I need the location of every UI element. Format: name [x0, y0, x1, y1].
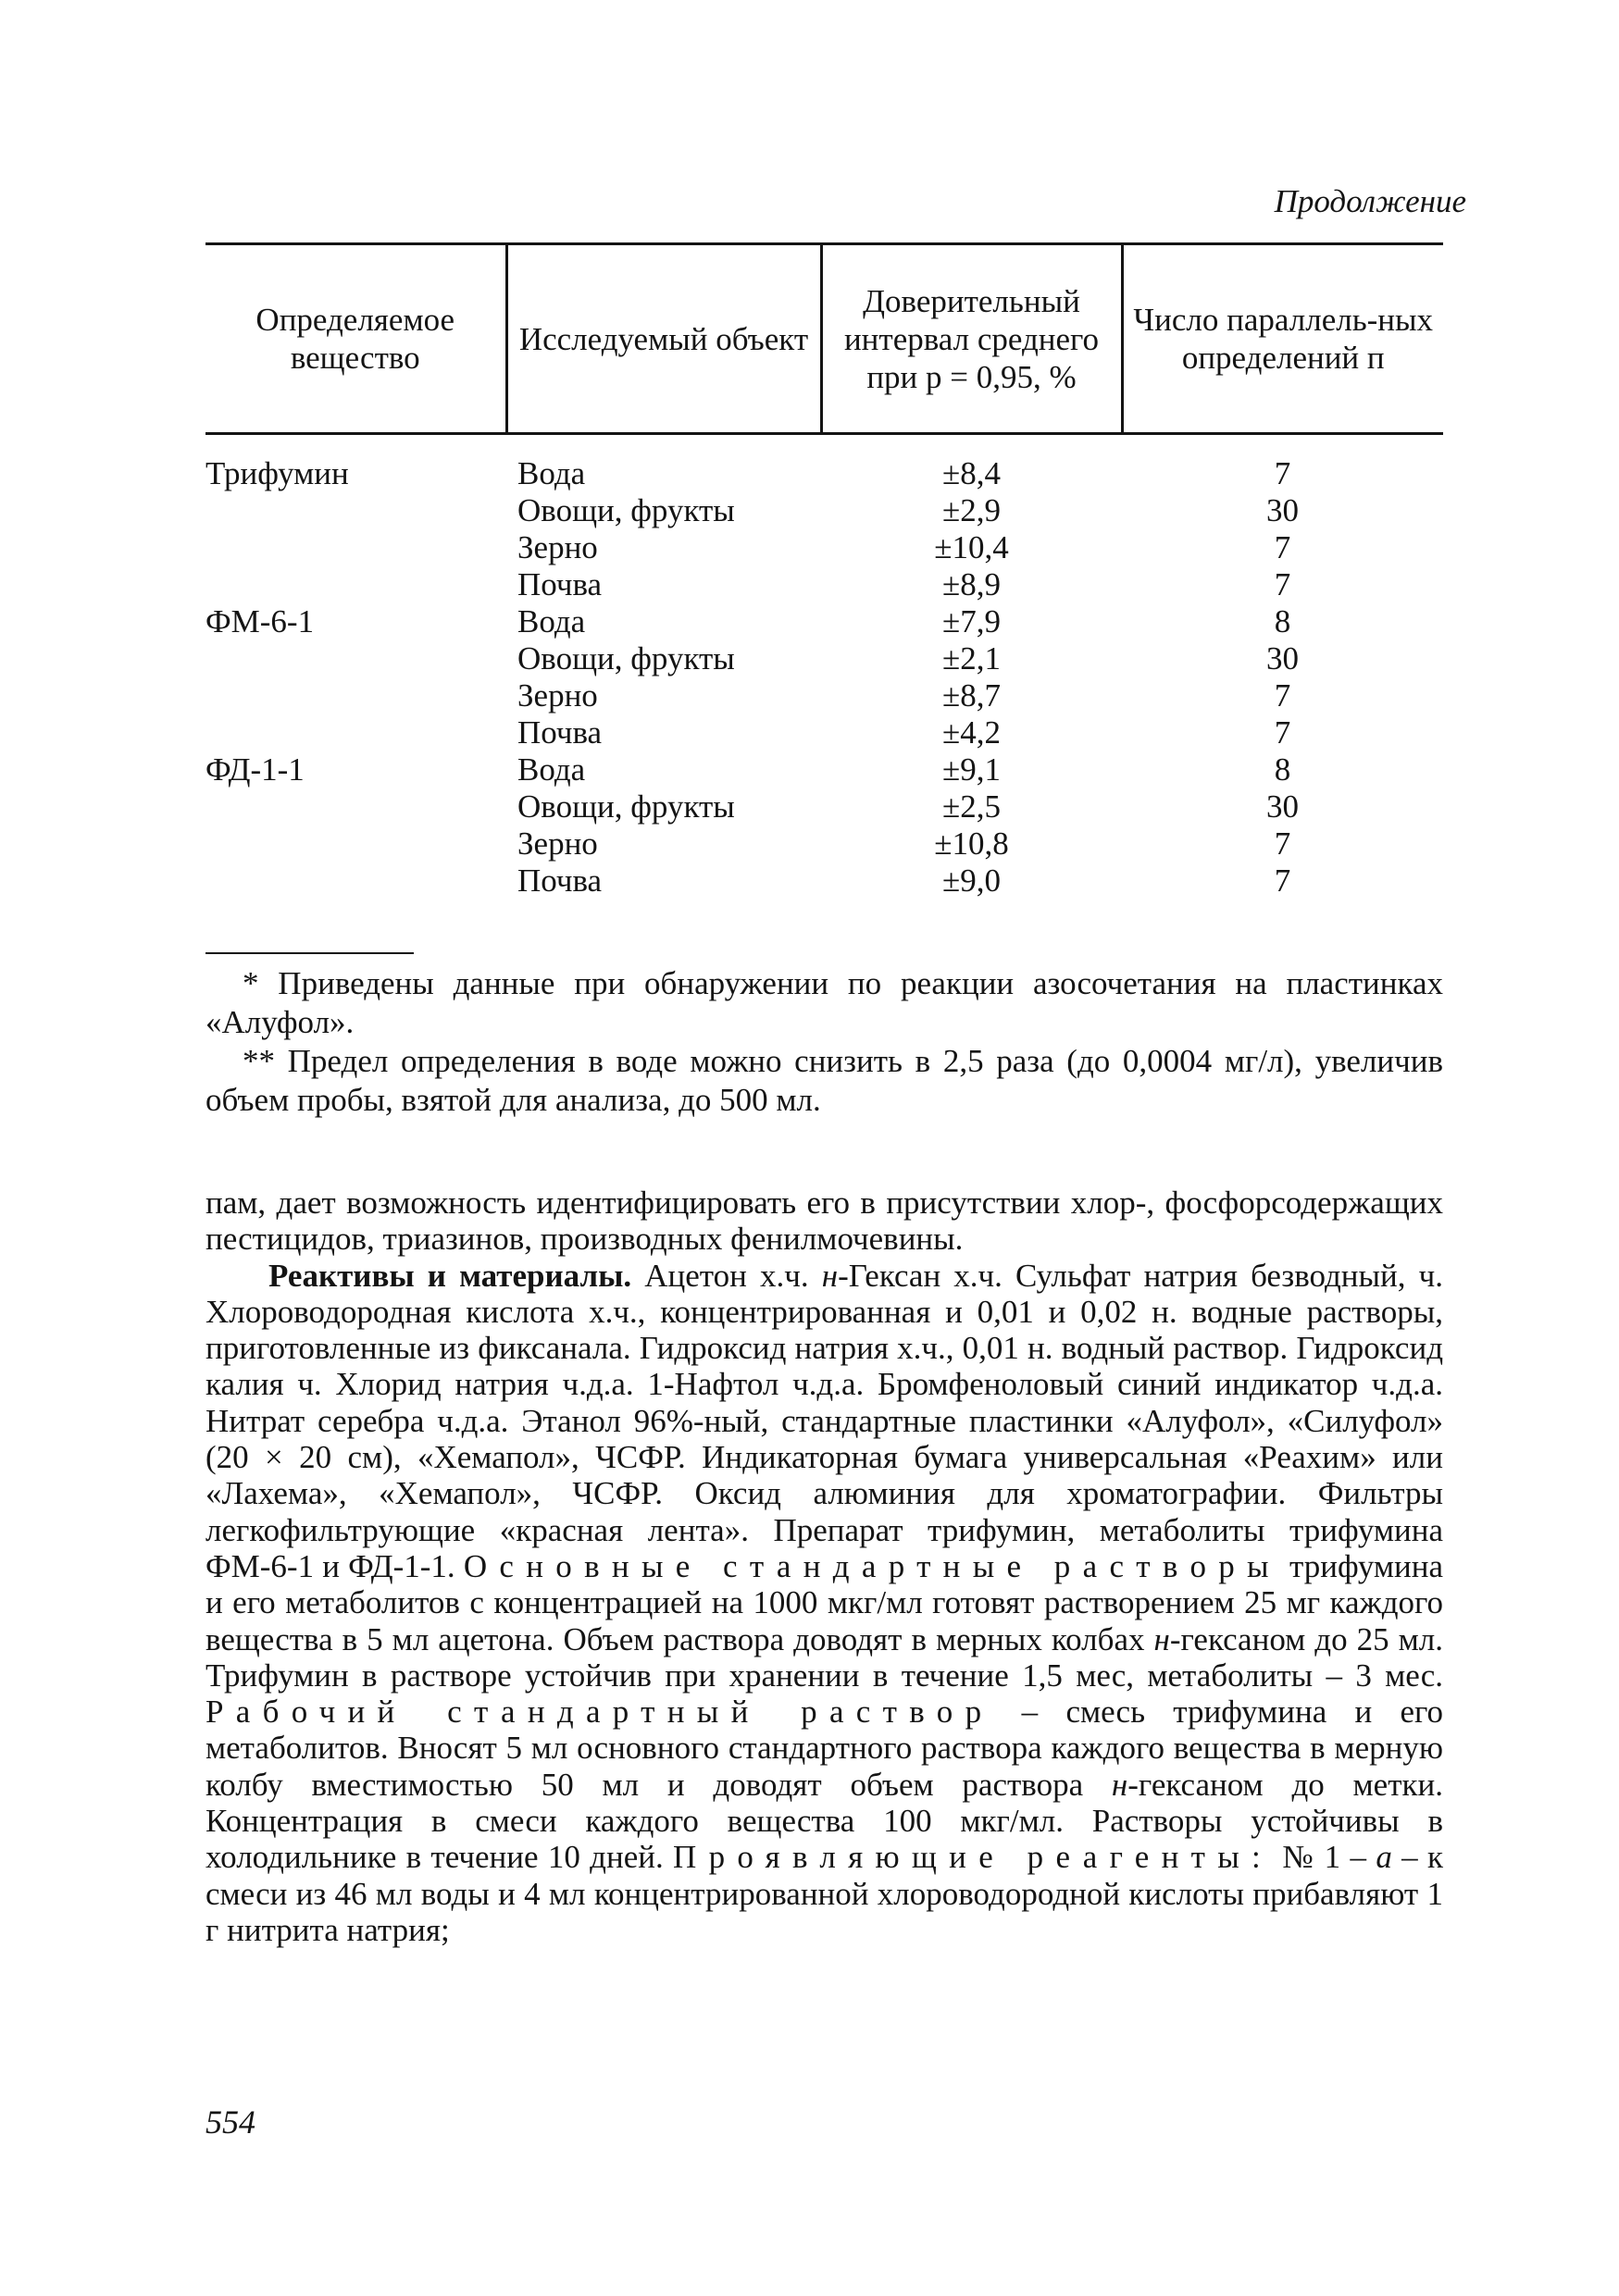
cell-count: 7: [1274, 455, 1291, 491]
cell-interval: ±8,4: [942, 455, 1001, 491]
page-number: 554: [205, 2104, 255, 2141]
cell-object: Зерно: [517, 677, 598, 714]
cell-object: Почва: [517, 863, 603, 899]
cell-substance: [205, 640, 506, 677]
paragraph-intro: пам, дает возможность идентифицировать его в присутствии хлор-, фосфорсодержащих пестицидов, триазинов, производных фенилмочевины.: [205, 1185, 1443, 1258]
cell-substance: [205, 677, 506, 714]
cell-interval: ±8,7: [942, 677, 1001, 714]
cell-interval: ±2,1: [942, 640, 1001, 676]
text-segment: – к смеси из 46 мл воды и 4 мл концентрированной хлороводородной кислоты прибавляют 1 г нитрита натрия;: [205, 1839, 1443, 1948]
header-count: Число параллель-ных определений п: [1122, 244, 1443, 434]
table-row: [205, 566, 1443, 603]
cell-count: 30: [1266, 492, 1299, 528]
table-row: [205, 434, 1443, 493]
table-row: [205, 825, 1443, 863]
table-row: [205, 677, 1443, 714]
spaced-term-working-solution: Рабочий стандартный раствор: [205, 1694, 994, 1731]
header-interval: Доверительный интервал среднего при р = 0,95, %: [821, 244, 1122, 434]
table-row: [205, 603, 1443, 640]
footnotes: [205, 964, 1443, 1120]
text-segment: -гексаном до метки. Концентрация в смеси каждого вещества 100 мкг/мл. Растворы устойчивы в холодильнике в течение 10 дней.: [205, 1766, 1443, 1876]
cell-object: Зерно: [517, 825, 598, 862]
cell-interval: ±9,0: [942, 863, 1001, 899]
table-row: [205, 714, 1443, 751]
cell-substance: [205, 529, 506, 566]
cell-object: Почва: [517, 566, 603, 602]
cell-count: 8: [1274, 751, 1291, 788]
cell-substance: ФД-1-1: [205, 751, 305, 788]
cell-count: 7: [1274, 714, 1291, 751]
cell-object: Зерно: [517, 529, 598, 565]
cell-count: 7: [1274, 566, 1291, 602]
cell-object: Овощи, фрукты: [517, 788, 735, 825]
footnote-2: ** Предел определения в воде можно снизить в 2,5 раза (до 0,0004 мг/л), увеличив объем пробы, взятой для анализа, до 500 мл.: [205, 1043, 1443, 1118]
spaced-term-developing-reagents: Проявляющие реагенты:: [673, 1839, 1274, 1876]
table-row: [205, 863, 1443, 900]
cell-object: Почва: [517, 714, 603, 751]
table-row: [205, 529, 1443, 566]
text-segment: -гексаном до 25 мл. Трифумин в растворе устойчив при хранении в течение 1,5 мес, метаболиты – 3 мес.: [205, 1620, 1443, 1694]
text-segment: № 1 –: [1273, 1839, 1376, 1876]
cell-count: 7: [1274, 863, 1291, 899]
cell-interval: ±8,9: [942, 566, 1001, 602]
cell-substance: [205, 566, 506, 603]
header-substance: Определяемое вещество: [205, 244, 506, 434]
cell-substance: [205, 825, 506, 863]
table-row: [205, 788, 1443, 825]
cell-interval: ±10,4: [934, 529, 1009, 565]
cell-substance: Трифумин: [205, 455, 349, 491]
italic-n: н: [821, 1257, 839, 1294]
italic-a: а: [1376, 1839, 1392, 1876]
text-segment: трифумина и его метаболитов с концентрацией на 1000 мкг/мл готовят растворением 25 мг каждого вещества в 5 мл ацетона. Объем раствора доводят в мерных колбах: [205, 1547, 1444, 1657]
cell-object: Овощи, фрукты: [517, 492, 735, 528]
header-object: Исследуемый объект: [506, 244, 821, 434]
table-row: [205, 640, 1443, 677]
cell-interval: ±7,9: [942, 603, 1001, 639]
italic-n: н: [1111, 1766, 1128, 1803]
table-row: [205, 751, 1443, 788]
cell-interval: ±9,1: [942, 751, 1001, 788]
cell-count: 7: [1274, 677, 1291, 714]
cell-object: Вода: [517, 751, 586, 788]
cell-count: 8: [1274, 603, 1291, 639]
cell-count: 7: [1274, 529, 1291, 565]
table-header-row: [205, 244, 1443, 434]
cell-count: 7: [1274, 825, 1291, 862]
results-table: [205, 242, 1443, 900]
cell-substance: [205, 788, 506, 825]
table-row: [205, 492, 1443, 529]
text-segment: -Гексан х.ч. Сульфат натрия безводный, ч. Хлороводородная кислота х.ч., концентрированная и 0,01 и 0,02 н. водные растворы, приготовленные из фиксанала. Гидроксид натрия х.ч., 0,01 н. водный раствор. Гидроксид калия ч. Хлорид натрия ч.д.а. 1-Нафтол ч.д.а. Бромфеноловый синий индикатор ч.д.а. Нитрат серебра ч.д.а. Этанол 96%-ный, стандартные пластинки «Алуфол», «Силуфол» (20 × 20 см), «Хемапол», ЧСФР. Индикаторная бумага универсальная «Реахим» или «Лахема», «Хемапол», ЧСФР. Оксид алюминия для хроматографии. Фильтры легкофильтрующие «красная лента». Препарат трифумин, метаболиты трифумина ФМ-6-1 и ФД-1-1.: [205, 1257, 1443, 1584]
cell-object: Вода: [517, 603, 586, 639]
body-text: [205, 1185, 1443, 1948]
cell-substance: ФМ-6-1: [205, 603, 315, 639]
cell-substance: [205, 714, 506, 751]
spaced-term-main-solutions: Основные стандартные растворы: [463, 1547, 1281, 1584]
text-segment: – смесь трифумина и его метаболитов. Вносят 5 мл основного стандартного раствора каждого вещества в мерную колбу вместимостью 50 мл и доводят объем раствора: [205, 1694, 1443, 1803]
cell-object: Овощи, фрукты: [517, 640, 735, 676]
cell-interval: ±10,8: [934, 825, 1009, 862]
cell-count: 30: [1266, 640, 1299, 676]
cell-substance: [205, 492, 506, 529]
footnote-1: * Приведены данные при обнаружении по реакции азосочетания на пластинках «Алуфол».: [205, 965, 1443, 1040]
cell-interval: ±4,2: [942, 714, 1001, 751]
text-segment: Ацетон х.ч.: [631, 1257, 822, 1294]
cell-object: Вода: [517, 455, 586, 491]
cell-substance: [205, 863, 506, 900]
cell-interval: ±2,5: [942, 788, 1001, 825]
paragraph-reagents: [205, 1258, 1443, 1949]
continuation-label: Продолжение: [1274, 183, 1466, 219]
footnote-divider: [205, 952, 414, 954]
italic-n: н: [1153, 1620, 1170, 1657]
data-table: [205, 242, 1443, 900]
cell-count: 30: [1266, 788, 1299, 825]
cell-interval: ±2,9: [942, 492, 1001, 528]
reagents-heading: Реактивы и материалы.: [268, 1257, 632, 1294]
